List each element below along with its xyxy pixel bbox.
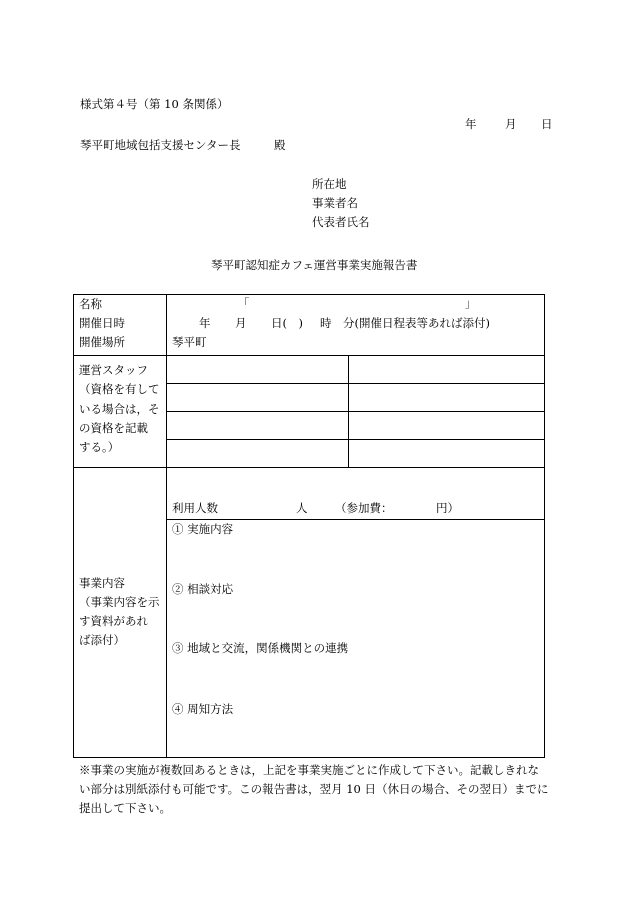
- table-border-right: [544, 294, 545, 758]
- event-year: 年: [199, 316, 211, 330]
- event-hour: 時: [320, 316, 332, 330]
- users-unit: 人: [296, 501, 308, 515]
- fee-label: （参加費：: [335, 501, 393, 515]
- row-divider-content: [73, 467, 545, 468]
- note-line-3: 提出して下さい。: [79, 801, 171, 815]
- date-day-label: 日: [541, 117, 553, 131]
- event-minute: 分(開催日程表等あれば添付): [343, 316, 490, 330]
- note-line-1: ※事業の実施が複数回あるときは，上記を事業実施ごとに作成して下さい。記載しきれな: [79, 763, 539, 777]
- form-number: 様式第４号（第 10 条関係）: [80, 97, 229, 111]
- users-label: 利用人数: [172, 501, 218, 515]
- fee-unit: 円）: [436, 501, 459, 515]
- label-column-divider: [166, 294, 167, 758]
- staff-label-line-1: 運営スタッフ: [79, 363, 148, 377]
- content-label-line-4: ば添付）: [79, 633, 125, 647]
- event-month: 月: [235, 316, 247, 330]
- event-day-weekday: 日( ): [271, 316, 303, 330]
- staff-column-divider: [348, 355, 349, 467]
- content-label-line-3: す資料があれ: [79, 614, 148, 628]
- staff-label-line-4: の資格を記載: [79, 421, 148, 435]
- address-label: 所在地: [312, 177, 347, 191]
- users-row-divider: [166, 519, 545, 520]
- place-value: 琴平町: [172, 335, 207, 349]
- content-item-implementation: ① 実施内容: [172, 522, 234, 536]
- content-item-community: ③ 地域と交流，関係機関との連携: [172, 641, 349, 655]
- staff-label-line-5: する。）: [79, 440, 120, 454]
- table-border-left: [73, 294, 74, 758]
- staff-row-divider-2: [166, 411, 545, 412]
- note-line-2: い部分は別紙添付も可能です。この報告書は，翌月 10 日（休日の場合、その翌日）までに: [79, 782, 549, 796]
- content-label-line-2: （事業内容を示: [79, 595, 160, 609]
- staff-label-line-3: いる場合は，そ: [79, 402, 160, 416]
- content-item-publicity: ④ 周知方法: [172, 702, 234, 716]
- addressee: 琴平町地域包括支援センター長: [80, 138, 241, 152]
- row-divider-staff: [73, 355, 545, 356]
- representative-label: 代表者氏名: [312, 215, 370, 229]
- staff-row-divider-1: [166, 383, 545, 384]
- content-item-consultation: ② 相談対応: [172, 582, 234, 596]
- honorific: 殿: [274, 138, 286, 152]
- staff-label-line-2: （資格を有して: [79, 382, 160, 396]
- content-label-line-1: 事業内容: [79, 576, 125, 590]
- date-label: 開催日時: [79, 316, 125, 330]
- table-border-top: [73, 294, 545, 295]
- page-title: 琴平町認知症カフェ運営事業実施報告書: [211, 258, 418, 272]
- table-border-bottom: [73, 757, 545, 758]
- business-name-label: 事業者名: [312, 196, 358, 210]
- name-open-bracket: 「: [238, 296, 250, 310]
- staff-row-divider-3: [166, 439, 545, 440]
- place-label: 開催場所: [79, 335, 125, 349]
- name-label: 名称: [79, 297, 102, 311]
- date-year-label: 年: [465, 117, 477, 131]
- name-close-bracket: 」: [465, 296, 477, 310]
- date-month-label: 月: [505, 117, 517, 131]
